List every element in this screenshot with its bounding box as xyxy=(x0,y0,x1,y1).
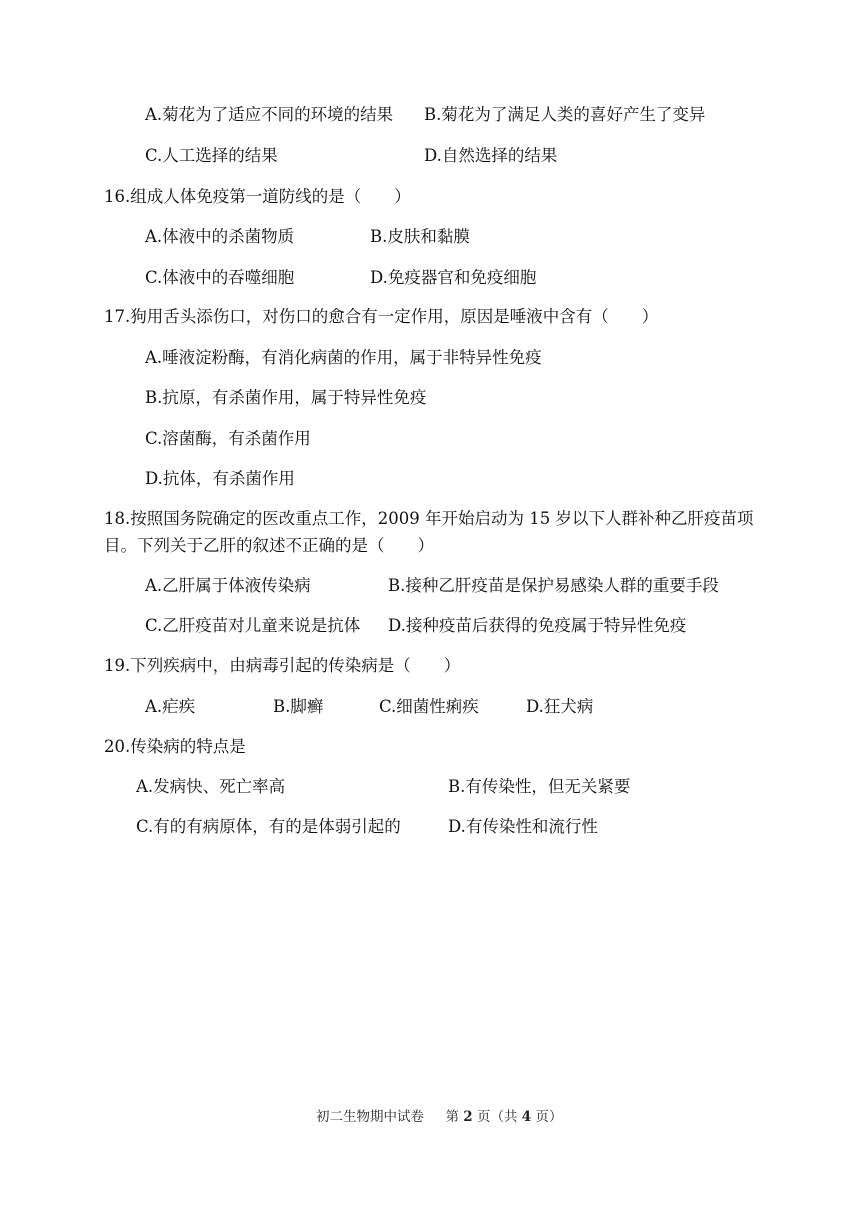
q16-stem: 16.组成人体免疫第一道防线的是（ ） xyxy=(104,187,411,206)
page-total: 4 xyxy=(521,1109,532,1125)
q20-option-b: B.有传染性，但无关紧要 xyxy=(448,777,631,796)
q18-option-d: D.接种疫苗后获得的免疫属于特异性免疫 xyxy=(388,616,687,635)
q15-option-b: B.菊花为了满足人类的喜好产生了变异 xyxy=(424,105,706,124)
q19-stem: 19.下列疾病中，由病毒引起的传染病是（ ） xyxy=(104,656,461,675)
page-suffix: 页） xyxy=(535,1109,563,1125)
exam-title: 初二生物期中试卷 xyxy=(316,1109,424,1125)
page-number: 2 xyxy=(463,1109,473,1125)
q19-option-d: D.狂犬病 xyxy=(526,697,594,716)
page-prefix: 第 xyxy=(445,1109,459,1125)
q15-option-a: A.菊花为了适应不同的环境的结果 xyxy=(145,105,394,124)
q16-option-b: B.皮肤和黏膜 xyxy=(370,227,470,246)
q16-option-d: D.免疫器官和免疫细胞 xyxy=(370,268,537,287)
q18-option-a: A.乙肝属于体液传染病 xyxy=(145,576,311,595)
q17-option-d: D.抗体，有杀菌作用 xyxy=(145,469,295,488)
q17-option-c: C.溶菌酶，有杀菌作用 xyxy=(145,429,311,448)
q18-option-b: B.接种乙肝疫苗是保护易感染人群的重要手段 xyxy=(388,576,719,595)
q20-option-a: A.发病快、死亡率高 xyxy=(136,777,286,796)
q18-stem-line2: 目。下列关于乙肝的叙述不正确的是（ ） xyxy=(104,536,434,555)
q19-option-b: B.脚癣 xyxy=(273,697,324,716)
q18-option-c: C.乙肝疫苗对儿童来说是抗体 xyxy=(145,616,361,635)
q20-option-c: C.有的有病原体，有的是体弱引起的 xyxy=(136,817,401,836)
page-indicator xyxy=(445,1109,562,1125)
q16-option-a: A.体液中的杀菌物质 xyxy=(145,227,295,246)
q19-option-a: A.疟疾 xyxy=(145,697,196,716)
q15-option-c: C.人工选择的结果 xyxy=(145,146,278,165)
q16-option-c: C.体液中的吞噬细胞 xyxy=(145,268,295,287)
q17-option-b: B.抗原，有杀菌作用，属于特异性免疫 xyxy=(145,388,427,407)
q18-stem-line1: 18.按照国务院确定的医改重点工作，2009 年开始启动为 15 岁以下人群补种乙肝疫苗项 xyxy=(104,509,754,528)
page-middle: 页（共 xyxy=(476,1109,518,1125)
page-footer xyxy=(316,1108,562,1126)
q19-option-c: C.细菌性痢疾 xyxy=(379,697,479,716)
q20-stem: 20.传染病的特点是 xyxy=(104,737,246,756)
q15-option-d: D.自然选择的结果 xyxy=(424,146,558,165)
q20-option-d: D.有传染性和流行性 xyxy=(448,817,598,836)
q17-option-a: A.唾液淀粉酶，有消化病菌的作用，属于非特异性免疫 xyxy=(145,348,542,367)
q17-stem: 17.狗用舌头添伤口，对伤口的愈合有一定作用，原因是唾液中含有（ ） xyxy=(104,307,659,326)
